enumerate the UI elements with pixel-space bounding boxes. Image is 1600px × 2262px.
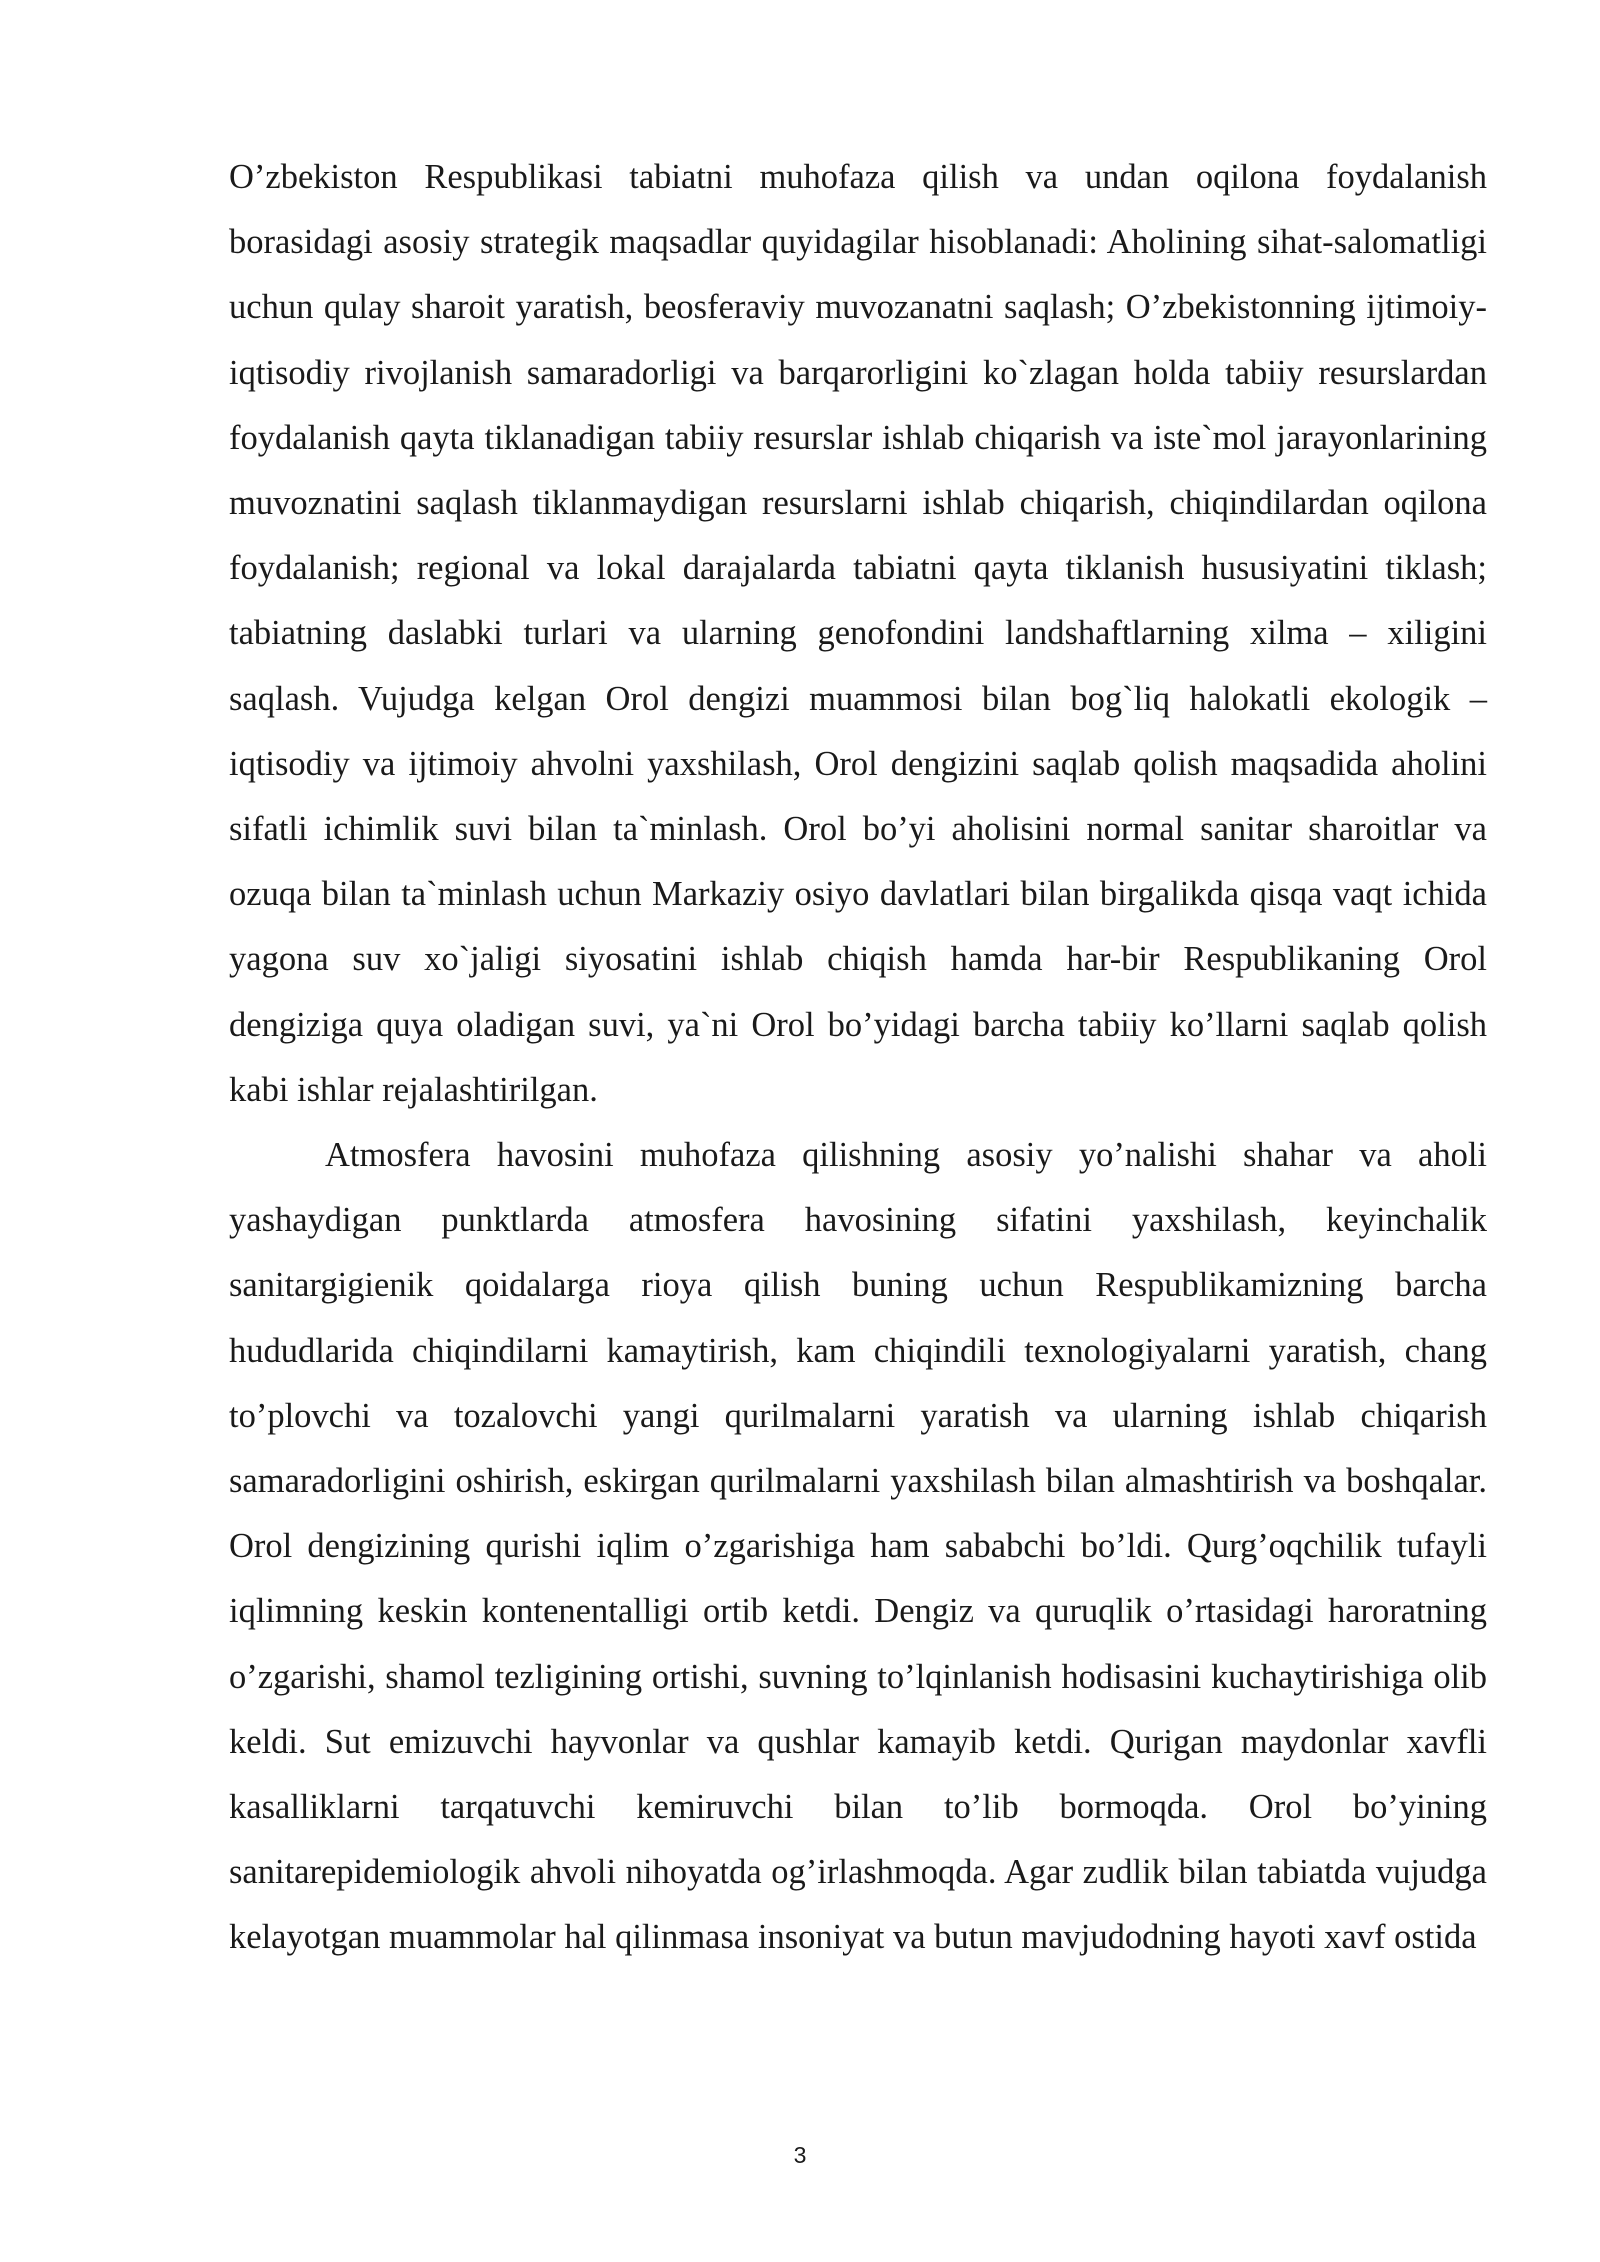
paragraph-strategic-goals: O’zbekiston Respublikasi tabiatni muhofaza qilish va undan oqilona foydalanish borasidagi asosiy strategik maqsadlar quyidagilar hisoblanadi: Aholining sihat-salomatligi uchun qulay sharoit yaratish, beosferaviy muvozanatni saqlash; O’zbekistonning ijtimoiy-iqtisodiy rivojlanish samaradorligi va barqarorligini ko`zlagan holda tabiiy resurslardan foydalanish qayta tiklanadigan tabiiy resurslar ishlab chiqarish va iste`mol jarayonlarining muvoznatini saqlash tiklanmaydigan resurslarni ishlab chiqarish, chiqindilardan oqilona foydalanish; regional va lokal darajalarda tabiatni qayta tiklanish hususiyatini tiklash; tabiatning daslabki turlari va ularning genofondini landshaftlarning xilma – xiligini saqlash. Vujudga kelgan Orol dengizi muammosi bilan bog`liq halokatli ekologik – iqtisodiy va ijtimoiy ahvolni yaxshilash, Orol dengizini saqlab qolish maqsadida aholini sifatli ichimlik suvi bilan ta`minlash. Orol bo’yi aholisini normal sanitar sharoitlar va ozuqa bilan ta`minlash uchun Markaziy osiyo davlatlari bilan birgalikda qisqa vaqt ichida yagona suv xo`jaligi siyosatini ishlab chiqish hamda har-bir Respublikaning Orol dengiziga quya oladigan suvi, ya`ni Orol bo’yidagi barcha tabiiy ko’llarni saqlab qolish kabi ishlar rejalashtirilgan. <box>229 158 1487 1109</box>
body-text <box>229 145 1487 1971</box>
paragraph-atmosphere-protection: Atmosfera havosini muhofaza qilishning asosiy yo’nalishi shahar va aholi yashaydigan punktlarda atmosfera havosining sifatini yaxshilash, keyinchalik sanitargigienik qoidalarga rioya qilish buning uchun Respublikamizning barcha hududlarida chiqindilarni kamaytirish, kam chiqindili texnologiyalarni yaratish, chang to’plovchi va tozalovchi yangi qurilmalarni yaratish va ularning ishlab chiqarish samaradorligini oshirish, eskirgan qurilmalarni yaxshilash bilan almashtirish va boshqalar. Orol dengizining qurishi iqlim o’zgarishiga ham sababchi bo’ldi. Qurg’oqchilik tufayli iqlimning keskin kontenentalligi ortib ketdi. Dengiz va quruqlik o’rtasidagi haroratning o’zgarishi, shamol tezligining ortishi, suvning to’lqinlanish hodisasini kuchaytirishiga olib keldi. Sut emizuvchi hayvonlar va qushlar kamayib ketdi. Qurigan maydonlar xavfli kasalliklarni tarqatuvchi kemiruvchi bilan to’lib bormoqda. Orol bo’yining sanitarepidemiologik ahvoli nihoyatda og’irlashmoqda. Agar zudlik bilan tabiatda vujudga kelayotgan muammolar hal qilinmasa insoniyat va butun mavjudodning hayoti xavf ostida <box>229 1136 1487 1957</box>
page-number: 3 <box>793 2142 807 2168</box>
